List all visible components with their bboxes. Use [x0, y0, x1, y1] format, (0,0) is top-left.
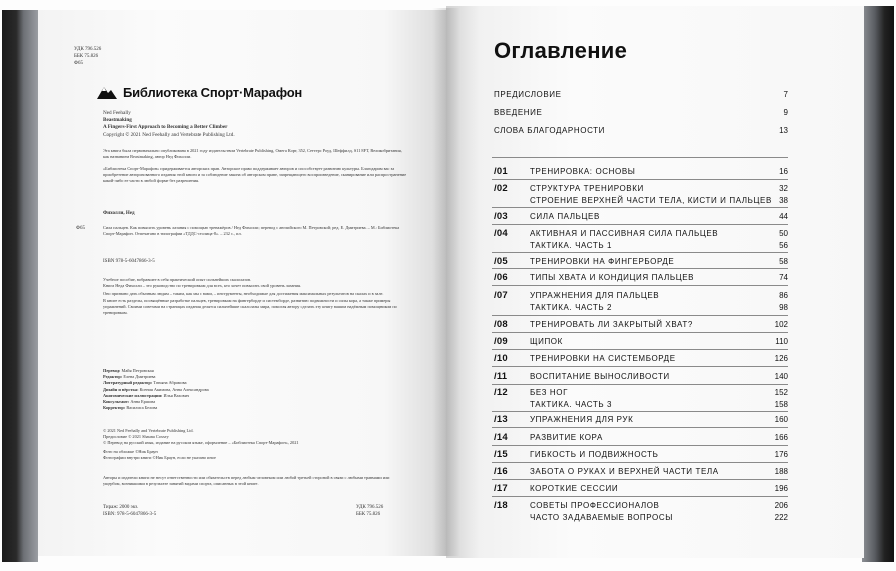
- toc-front-item[interactable]: ВВЕДЕНИЕ 9: [494, 108, 788, 117]
- toc-chapter[interactable]: /03 СИЛА ПАЛЬЦЕВ 44: [494, 211, 788, 222]
- toc-chapter[interactable]: /11 ВОСПИТАНИЕ ВЫНОСЛИВОСТИ 140: [494, 371, 788, 382]
- classification-codes: [74, 46, 101, 67]
- toc-chapter[interactable]: /04 АКТИВНАЯ И ПАССИВНАЯ СИЛА ПАЛЬЦЕВ 50: [494, 228, 788, 239]
- credit-line: Редактор: Елена Дмитриева: [103, 374, 156, 380]
- toc-divider: [492, 224, 788, 225]
- toc-chapter[interactable]: /07 УПРАЖНЕНИЯ ДЛЯ ПАЛЬЦЕВ 86: [494, 290, 788, 301]
- annotation-line: Учебное пособие, вобравшее в себя практический опыт сильнейших скалолазов.: [103, 277, 252, 282]
- toc-divider: [492, 462, 788, 463]
- toc-divider: [492, 427, 788, 428]
- toc-chapter[interactable]: /17 КОРОТКИЕ СЕССИИ 196: [494, 483, 788, 494]
- toc-front-item[interactable]: СЛОВА БЛАГОДАРНОСТИ 13: [494, 126, 788, 135]
- credit-line: Дизайн и вёрстка: Ксения Акимова, Анна Александрова: [103, 386, 209, 392]
- toc-chapter[interactable]: /02 СТРУКТУРА ТРЕНИРОВКИ 32: [494, 183, 788, 194]
- udc-code: УДК 796.526: [74, 47, 102, 52]
- toc-divider: [492, 411, 788, 412]
- copyright-line: Фото на обложке ©Ник Браун: [103, 448, 158, 454]
- annotation-line: Книга Неда Фихолли – это руководство по тренировкам для всех, кто хочет повысить свой уровень лазания.: [103, 283, 302, 289]
- publisher-name: Библиотека Спорт·Марафон: [123, 84, 303, 100]
- mountain-logo-icon: [96, 84, 118, 100]
- toc-front-item[interactable]: ПРЕДИСЛОВИЕ 7: [494, 90, 788, 99]
- original-edition-block: [103, 110, 403, 139]
- annotation-line: Оно призвано дать обычным людям – таким, как мы с вами, – инструменты, необходимые для достижения максимальных результатов на скалах и в зале.: [103, 291, 384, 297]
- toc-divider: [492, 179, 788, 180]
- isbn: ISBN 978-5-6047866-3-5: [103, 259, 155, 264]
- copyright-line: © Перевод на русский язык, издание на русском языке, оформление – «Библиотека Спорт-Марафон», 2021: [103, 440, 299, 446]
- toc-divider: [492, 496, 788, 497]
- credits-list: [103, 368, 408, 411]
- disclaimer: Авторы и издатели книги не несут ответственности или обязательств перед любым человеком или любой третьей стороной в связи с любыми травмами или ущербом, возникшими в результате занятий видами спорта, описанных в этой книге.: [103, 475, 390, 487]
- toc-chapter[interactable]: /14 РАЗВИТИЕ КОРА 166: [494, 432, 788, 443]
- toc-divider: [492, 252, 788, 253]
- original-author: Ned Feehally: [103, 110, 131, 116]
- toc-chapter[interactable]: /15 ГИБКОСТЬ И ПОДВИЖНОСТЬ 176: [494, 449, 788, 460]
- toc-chapter[interactable]: /01 ТРЕНИРОВКА: ОСНОВЫ 16: [494, 166, 788, 177]
- toc-chapter[interactable]: /10 ТРЕНИРОВКИ НА СИСТЕМБОРДЕ 126: [494, 353, 788, 364]
- credit-line: Литературный редактор: Татьяна Абрамова: [103, 380, 187, 386]
- toc-subsection[interactable]: ТАКТИКА. ЧАСТЬ 3 158: [530, 400, 788, 409]
- annotation: [103, 277, 408, 316]
- toc-divider: [492, 479, 788, 480]
- original-title: Beastmaking: [103, 117, 132, 124]
- credit-line: Консультант: Анна Ершова: [103, 399, 156, 405]
- book-cover-edge-left: [2, 10, 38, 562]
- toc-subsection[interactable]: ЧАСТО ЗАДАВАЕМЫЕ ВОПРОСЫ 222: [530, 513, 788, 522]
- udc-bottom: УДК 796.526: [356, 505, 384, 510]
- toc-subsection[interactable]: ТАКТИКА. ЧАСТЬ 1 56: [530, 241, 788, 250]
- rights-text: Эта книга была первоначально опубликована в 2021 году издательством Vertebrate Publishing, Омега Корт, 352, Сеттерс Роуд, Шеффилд, S11 8FT, Великобритания, как названием Beastmaking, автор Нед Фихолли.: [103, 148, 402, 160]
- toc-divider: [492, 268, 788, 269]
- toc-chapter[interactable]: /08 ТРЕНИРОВАТЬ ЛИ ЗАКРЫТЫЙ ХВАТ? 102: [494, 319, 788, 330]
- toc-chapter[interactable]: /18 СОВЕТЫ ПРОФЕССИОНАЛОВ 206: [494, 500, 788, 511]
- toc-divider: [492, 366, 788, 367]
- annotation-line: В книге есть разделы, посвящённые разработке пальцев, тренировкам на фингерборде и системборде, развитию подвижности и силы кора, а также примеры упражнений. Своими советами на страницах издания делятся сильнейшие скалолазы мира, помогая автору сделать эту книгу вашим надёжным помощником по тренировкам.: [103, 297, 397, 316]
- print-info: [103, 504, 156, 518]
- toc-divider: [492, 445, 788, 446]
- toc-chapter[interactable]: /05 ТРЕНИРОВКИ НА ФИНГЕРБОРДЕ 58: [494, 256, 788, 267]
- toc-divider: [492, 332, 788, 333]
- toc-subsection[interactable]: ТАКТИКА. ЧАСТЬ 2 98: [530, 303, 788, 312]
- credit-line: Корректор: Василиса Белова: [103, 405, 158, 411]
- toc-chapter[interactable]: /09 ЩИПОК 110: [494, 336, 788, 347]
- toc-divider: [492, 207, 788, 208]
- copyright-line: Предисловие © 2021 Shauna Coxsey: [103, 434, 169, 440]
- toc-chapter[interactable]: /13 УПРАЖНЕНИЯ ДЛЯ РУК 160: [494, 414, 788, 425]
- copyright-block: [103, 428, 408, 461]
- author-ru: Фихолли, Нед: [103, 211, 135, 216]
- credit-line: Анатомические иллюстрации: Илья Вахович: [103, 392, 190, 398]
- index-code: Ф65: [74, 61, 83, 66]
- toc-divider: [492, 384, 788, 385]
- copyright-line: Фотографии внутри книги ©Ник Браун, если не указано иное: [103, 454, 216, 460]
- book-cover-edge-right: [862, 6, 894, 562]
- toc-divider: [492, 349, 788, 350]
- isbn-bottom: ISBN: 978-5-6047866-3-5: [103, 512, 157, 517]
- original-copyright: Copyright © 2021 Ned Feehally and Vertebrate Publishing Ltd.: [103, 131, 235, 138]
- toc-chapter[interactable]: /12 БЕЗ НОГ 152: [494, 387, 788, 398]
- toc-divider: [492, 315, 788, 316]
- toc-chapter[interactable]: /16 ЗАБОТА О РУКАХ И ВЕРХНЕЙ ЧАСТИ ТЕЛА 188: [494, 466, 788, 477]
- bbk-bottom: ББК 75.826: [356, 512, 381, 517]
- bibliographic-record: Сила пальцев. Как повысить уровень лазания с помощью тренажёров / Нед Фихолли; перевод с английского М. Петровской; ред. Е. Дмитриева. – М.: Библиотека Спорт-Марафон. Отпечатано в типографии «ТДДС-столица-8». – 232 с., ил.: [103, 225, 400, 237]
- print-run: Тираж: 2000 экз.: [103, 505, 139, 510]
- copyright-line: © 2021 Ned Feehally and Vertebrate Publishing Ltd.: [103, 428, 194, 433]
- publisher-logo: [96, 84, 302, 100]
- toc-divider: [492, 157, 788, 158]
- bbk-code: ББК 75.826: [74, 54, 99, 59]
- library-text: «Библиотека Спорт-Марафон» придерживается авторских прав. Авторское право поддерживает авторов и способствует развитию культуры. Благодарим вас за приобретение авторизованного издания этой книги и за соблюдение закона об авторском праве, запрещающего воспроизведение, сканирование или распространение какой-либо ее части в любой форме без разрешения.: [103, 166, 407, 184]
- book-gutter: [432, 8, 460, 556]
- toc-divider: [492, 285, 788, 286]
- codes-bottom: [356, 504, 383, 518]
- side-index-code: Ф65: [76, 226, 85, 231]
- toc-chapter[interactable]: /06 ТИПЫ ХВАТА И КОНДИЦИЯ ПАЛЬЦЕВ 74: [494, 272, 788, 283]
- credit-line: Перевод: Майя Петровская: [103, 368, 154, 373]
- original-subtitle: A Fingers-First Approach to Becoming a Better Climber: [103, 124, 228, 131]
- toc-subsection[interactable]: СТРОЕНИЕ ВЕРХНЕЙ ЧАСТИ ТЕЛА, КИСТИ И ПАЛЬЦЕВ 38: [530, 196, 788, 205]
- toc-heading: Оглавление: [494, 38, 628, 63]
